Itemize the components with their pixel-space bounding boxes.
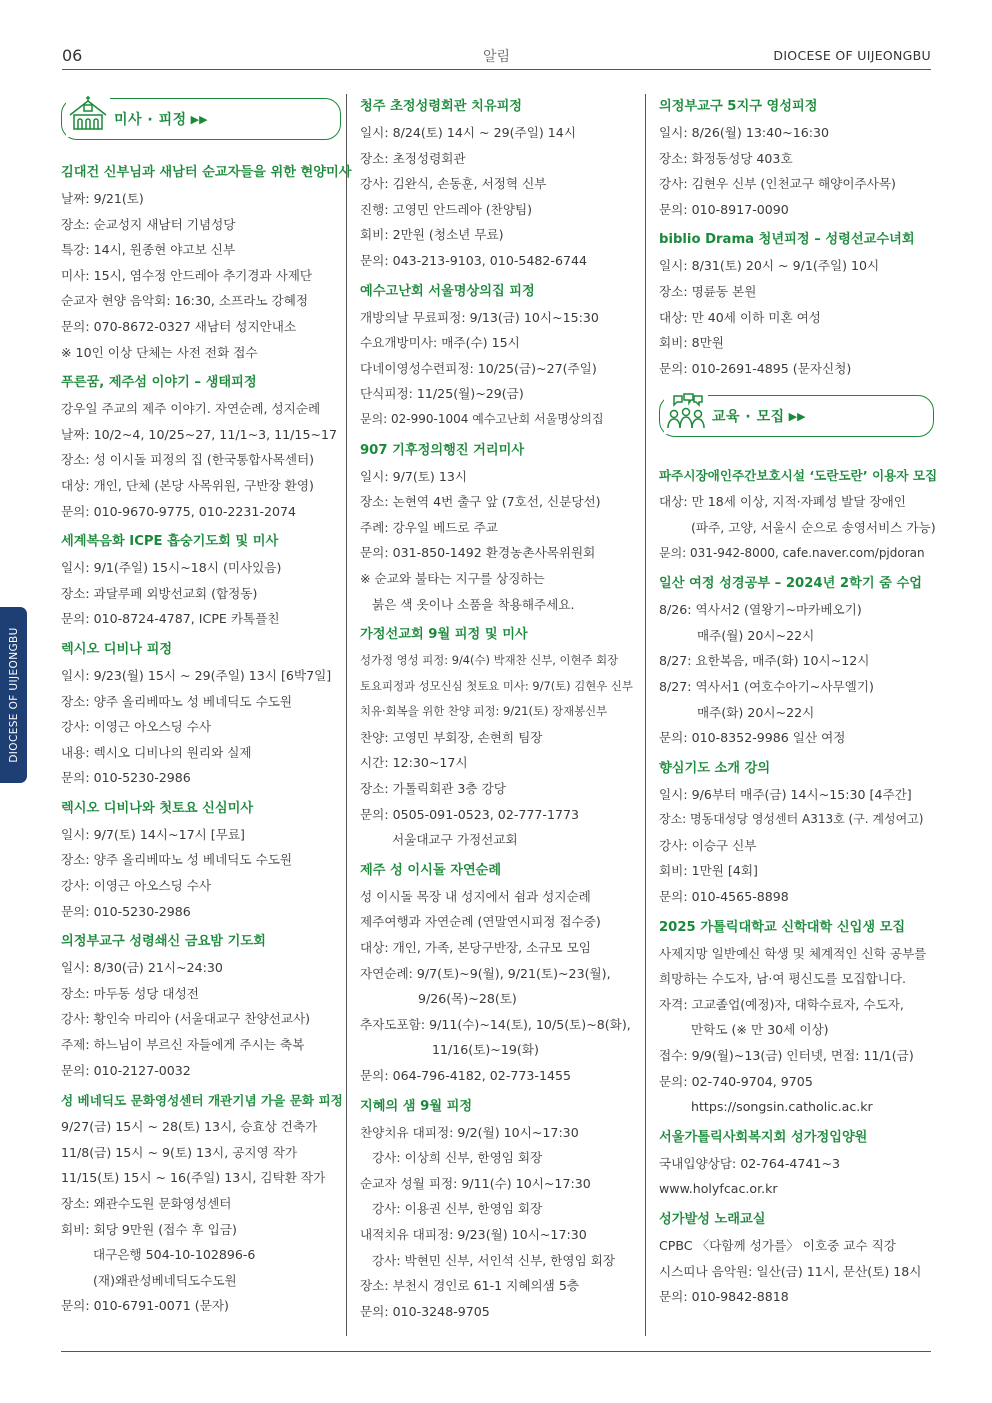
event-line: 문의: 010-8724-4787, ICPE 카톡플친 [61,611,280,627]
event-line: 문의: 043-213-9103, 010-5482-6744 [360,252,588,268]
event-block [659,1125,934,1202]
page-number: 06 [62,46,83,65]
event-line: 11/16(토)~19(화) [432,1042,539,1058]
event-title: 향심기도 소개 강의 [659,760,771,776]
event-note: ※ 10인 이상 단체는 사전 전화 접수 [61,344,258,360]
category-arrows: ▶▶ [788,409,806,423]
event-block [61,370,341,524]
page-header [62,38,931,70]
event-line: 희망하는 수도자, 남·여 평신도를 모집합니다. [659,971,907,987]
event-line: 회비: 8만원 [659,335,724,351]
event-line: 자연순례: 9/7(토)~9(월), 9/21(토)~23(월), [360,965,611,981]
event-line: 치유·회복을 위한 찬양 피정: 9/21(토) 장재봉신부 [360,704,608,719]
event-line: 장소: 왜관수도원 문화영성센터 [61,1196,232,1211]
event-title: 렉시오 디비나와 첫토요 신심미사 [61,800,254,816]
event-line: 9/26(목)~28(토) [418,991,517,1007]
column-2 [360,94,635,1329]
event-title: 김대건 신부님과 새남터 순교자들을 위한 현양미사 [61,165,352,180]
event-line: 내용: 렉시오 디비나의 원리와 실제 [61,744,252,760]
event-line: 장소: 초정성령회관 [360,150,466,166]
event-line: 대상: 개인, 가족, 본당구반장, 소규모 모임 [360,940,591,956]
event-line: 일시: 9/23(월) 15시 ~ 29(주일) 13시 [6박7일] [61,667,332,683]
event-line: 문의: 010-8352-9986 일산 여정 [659,730,846,746]
event-line: 8/27: 요한복음, 매주(화) 10시~12시 [659,653,870,669]
category-label: 교육 · 모집 [712,409,785,426]
event-line: 장소: 가톨릭회관 3층 강당 [360,781,506,797]
event-line: 대상: 만 18세 이상, 지적·자폐성 발달 장애인 [659,494,906,510]
event-line: 강사: 이용권 신부, 한영임 회장 [372,1201,543,1217]
event-block [61,637,341,791]
event-line: 문의: 010-6791-0071 (문자) [61,1298,229,1314]
event-block [61,929,341,1083]
event-line: 만학도 (※ 만 30세 이상) [691,1022,829,1038]
event-line: 강사: 김완식, 손동훈, 서정혁 신부 [360,176,547,192]
event-line: 11/15(토) 15시 ~ 16(주일) 13시, 김탁환 작가 [61,1170,326,1186]
event-line: 특강: 14시, 원종현 야고보 신부 [61,242,236,258]
event-title: 가정선교회 9월 피정 및 미사 [360,627,528,643]
event-line: 대상: 만 40세 이하 미혼 여성 [659,309,821,325]
event-line: 시간: 12:30~17시 [360,755,468,771]
event-line: 장소: 논현역 4번 출구 앞 (7호선, 신분당선) [360,494,601,510]
event-title: 지혜의 샘 9월 피정 [360,1098,473,1114]
event-note: ※ 순교와 불타는 지구를 상징하는 [360,570,545,586]
event-title: 예수고난회 서울명상의집 피정 [360,283,535,299]
event-line: 장소: 양주 올리베따노 성 베네딕도 수도원 [61,852,293,868]
category-header-education-recruit [659,395,934,437]
event-line: 문의: 070-8672-0327 새남터 성지안내소 [61,318,297,334]
event-line: 문의: 031-942-8000, cafe.naver.com/pjdoran [659,545,925,560]
event-line: 문의: 010-9842-8818 [659,1289,789,1305]
event-line: 일시: 8/30(금) 21시~24:30 [61,960,223,976]
event-block [360,858,635,1089]
event-block [659,756,934,910]
event-line: 일시: 8/26(월) 13:40~16:30 [659,125,829,140]
event-block [61,796,341,924]
category-arrows: ▶▶ [190,112,208,126]
event-block [360,438,635,618]
event-line: 날짜: 10/2~4, 10/25~27, 11/1~3, 11/15~17 [61,426,338,442]
people-group-icon [664,390,708,434]
event-title: 파주시장애인주간보호시설 ‘도란도란’ 이용자 모집 [659,468,938,484]
event-line: 문의: 010-2691-4895 (문자신청) [659,360,852,376]
event-line: 장소: 성 이시돌 피정의 집 (한국통합사목센터) [61,452,315,468]
event-title: 서울가톨릭사회복지회 성가정입양원 [659,1129,868,1145]
event-line: 순교자 성월 피정: 9/11(수) 10시~17:30 [360,1175,591,1191]
column-3 [659,94,938,1315]
event-line: 사제지망 일반예신 학생 및 체계적인 신학 공부를 [659,945,927,961]
event-line: 장소: 화정동성당 403호 [659,150,793,166]
event-line: 찬양치유 대피정: 9/2(월) 10시~17:30 [360,1124,579,1140]
event-line: 일시: 8/24(토) 14시 ~ 29(주일) 14시 [360,125,576,140]
event-line: 강사: 김현우 신부 (인천교구 해양이주사목) [659,176,896,192]
event-title: 세계복음화 ICPE 흡숭기도회 및 미사 [61,534,279,550]
event-line: 문의: 010-5230-2986 [61,770,191,786]
event-line: 단식피정: 11/25(월)~29(금) [360,386,524,402]
event-line: 회비: 1만원 [4회] [659,863,758,879]
event-line: 문의: 010-2127-0032 [61,1062,191,1078]
event-line: 장소: 명동대성당 영성센터 A313호 (구. 계성여고) [659,812,924,827]
side-tab [0,607,27,783]
event-line: 문의: 0505-091-0523, 02-777-1773 [360,806,580,822]
event-title: 의정부교구 성령쇄신 금요밤 기도회 [61,934,266,950]
event-line: 일시: 9/1(주일) 15시~18시 (미사있음) [61,560,282,576]
event-line: 대상: 개인, 단체 (본당 사목위원, 구반장 환영) [61,477,314,493]
event-block [360,1094,635,1325]
event-line: 11/8(금) 15시 ~ 9(토) 13시, 공지영 작가 [61,1144,298,1160]
event-line: 장소: 과달루페 외방선교회 (합정동) [61,585,258,601]
event-title: 일산 여정 성경공부 – 2024년 2학기 줌 수업 [659,576,922,592]
event-title: 푸른꿈, 제주섬 이야기 – 생태피정 [61,375,257,391]
event-line: 날짜: 9/21(토) [61,191,144,206]
church-house-icon [66,93,110,137]
event-block [61,160,352,365]
event-block [659,94,934,222]
event-title: 성 베네딕도 문화영성센터 개관기념 가을 문화 피정 [61,1093,343,1109]
event-title: 2025 가톨릭대학교 신학대학 신입생 모집 [659,919,906,935]
event-line: 강사: 황인숙 마리아 (서울대교구 찬양선교사) [61,1011,311,1027]
event-line: 8/27: 역사서1 (여호수아기~사무엘기) [659,678,874,694]
event-line: 강사: 이영근 아오스딩 수사 [61,878,212,894]
event-line: 접수: 9/9(월)~13(금) 인터넷, 면접: 11/1(금) [659,1048,914,1064]
event-line: CPBC 〈다함께 성가를〉 이호중 교수 직강 [659,1238,896,1253]
column-divider [645,94,646,1336]
event-line: 일시: 9/6부터 매주(금) 14시~15:30 [4주간] [659,786,912,802]
bottom-rule [61,1351,931,1352]
event-line: 장소: 마두동 성당 대성전 [61,985,199,1001]
event-note: 붉은 색 옷이나 소품을 착용해주세요. [372,596,575,612]
event-block [659,463,938,566]
event-line: 시스띠나 음악원: 일산(금) 11시, 문산(토) 18시 [659,1263,922,1279]
event-block [659,915,934,1120]
section-title: 알림 [482,49,511,65]
event-line: (파주, 고양, 서울시 순으로 송영서비스 가능) [691,519,936,535]
event-line: 토요피정과 성모신심 첫토요 미사: 9/7(토) 김현우 신부 [360,678,633,693]
event-line: 순교자 현양 음악회: 16:30, 소프라노 강혜정 [61,293,309,309]
website-link[interactable]: https://songsin.catholic.ac.kr [691,1099,873,1115]
event-block [659,571,934,751]
event-line: 회비: 회당 9만원 (접수 후 입금) [61,1221,237,1237]
event-line: 장소: 순교성지 새남터 기념성당 [61,216,236,232]
event-line: 찬양: 고영민 부회장, 손현희 팀장 [360,729,543,745]
event-line: 장소: 부천시 경인로 61-1 지혜의샘 5층 [360,1278,580,1294]
event-line: 추자도포함: 9/11(수)~14(토), 10/5(토)~8(화), [360,1016,631,1032]
event-line: (재)왜관성베네딕도수도원 [93,1272,237,1288]
event-block [659,1207,934,1310]
event-line: 장소: 양주 올리베따노 성 베네딕도 수도원 [61,693,293,709]
event-line: 제주여행과 자연순례 (연말연시피정 접수중) [360,914,601,930]
event-line: 일시: 9/7(토) 14시~17시 [무료] [61,826,245,842]
event-line: 내적치유 대피정: 9/23(월) 10시~17:30 [360,1226,587,1242]
event-line: 강사: 이상희 신부, 한영임 회장 [372,1150,543,1166]
website-link[interactable]: www.holyfcac.or.kr [659,1181,778,1197]
event-line: 매주(화) 20시~22시 [697,704,815,720]
event-line: 8/26: 역사서2 (열왕기~마카베오기) [659,602,862,618]
event-line: 국내입양상담: 02-764-4741~3 [659,1155,841,1171]
column-divider [346,94,347,1336]
event-title: 907 기후정의행진 거리미사 [360,442,525,458]
event-title: biblio Drama 청년피정 – 성령선교수녀회 [659,232,915,248]
event-line: 강사: 박현민 신부, 서인석 신부, 한영임 회장 [372,1252,616,1268]
event-line: 일시: 9/7(토) 13시 [360,468,468,484]
event-title: 성가발성 노래교실 [659,1212,766,1227]
column-1 [61,94,352,1324]
category-header-mass-retreat [61,98,341,140]
side-tab-label: DIOCESE OF UIJEONGBU [7,627,20,763]
publication-name: DIOCESE OF UIJEONGBU [773,48,931,63]
event-line: 매주(월) 20시~22시 [697,627,815,643]
event-block [360,94,635,274]
event-line: 미사: 15시, 염수정 안드레아 추기경과 사제단 [61,267,313,283]
event-title: 청주 초정성령회관 치유피정 [360,99,523,114]
event-block [360,279,635,433]
event-line: 문의: 031-850-1492 환경농촌사목위원회 [360,545,596,561]
event-line: 강사: 이승구 신부 [659,837,757,853]
event-line: 성가정 영성 피정: 9/4(수) 박재찬 신부, 이현주 회장 [360,653,619,668]
event-block [360,622,635,853]
event-line: 진행: 고영민 안드레아 (찬양팀) [360,201,533,217]
category-label: 미사 · 피정 [114,112,187,128]
event-line: 문의: 02-740-9704, 9705 [659,1073,813,1089]
event-line: 문의: 010-4565-8898 [659,889,789,905]
event-title: 의정부교구 5지구 영성피정 [659,99,818,114]
event-line: 일시: 8/31(토) 20시 ~ 9/1(주일) 10시 [659,258,880,274]
event-line: 문의: 010-3248-9705 [360,1303,490,1319]
event-line: 수요개방미사: 매주(수) 15시 [360,335,520,351]
event-block [61,529,341,632]
event-line: 문의: 010-5230-2986 [61,903,191,919]
event-line: 강사: 이영근 아오스딩 수사 [61,719,212,735]
event-line: 주례: 강우일 베드로 주교 [360,519,498,535]
event-line: 문의: 064-796-4182, 02-773-1455 [360,1068,571,1083]
event-line: 강우일 주교의 제주 이야기. 자연순례, 성지순례 [61,401,321,417]
event-line: 자격: 고교졸업(예정)자, 대학수료자, 수도자, [659,996,904,1012]
event-line: 문의: 010-9670-9775, 010-2231-2074 [61,503,297,519]
event-block [659,227,934,381]
event-line: 개방의날 무료피정: 9/13(금) 10시~15:30 [360,309,599,325]
event-line: 문의: 02-990-1004 예수고난회 서울명상의집 [360,411,604,426]
event-line: 대구은행 504-10-102896-6 [93,1247,256,1263]
event-line: 장소: 명륜동 본원 [659,283,757,299]
event-line: 주제: 하느님이 부르신 자들에게 주시는 축복 [61,1037,305,1053]
event-block [61,1088,341,1319]
event-line: 회비: 2만원 (청소년 무료) [360,227,504,243]
event-line: 문의: 010-8917-0090 [659,201,789,217]
event-line: 다네이영성수련피정: 10/25(금)~27(주일) [360,360,597,376]
event-line: 서울대교구 가정선교회 [392,832,518,848]
event-title: 제주 성 이시돌 자연순례 [360,862,502,878]
event-line: 9/27(금) 15시 ~ 28(토) 13시, 승효상 건축가 [61,1119,318,1135]
event-line: 성 이시돌 목장 내 성지에서 쉼과 성지순례 [360,888,591,904]
event-title: 렉시오 디비나 피정 [61,641,173,657]
